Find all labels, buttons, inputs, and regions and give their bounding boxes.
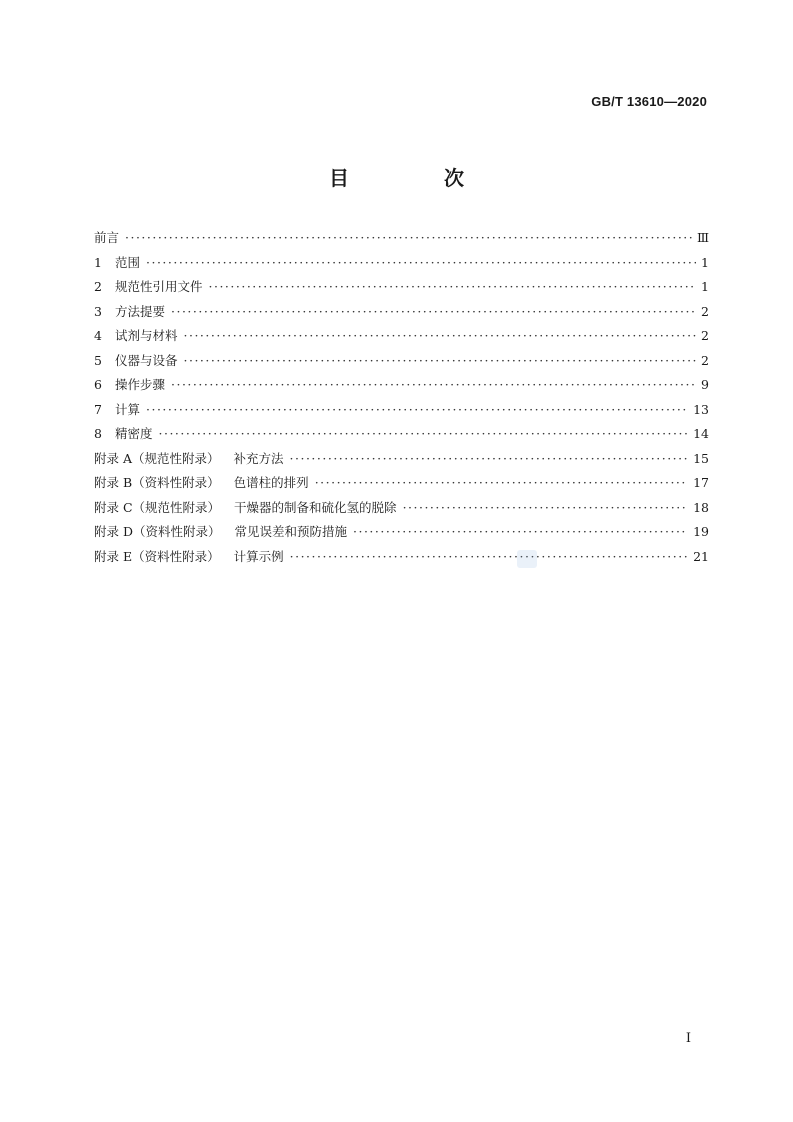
toc-entry-page: 14 <box>693 426 709 441</box>
toc-entry-7[interactable] <box>94 400 709 425</box>
toc-entry-page: 1 <box>701 254 709 270</box>
toc-entry-sublabel: 干燥器的制备和硫化氢的脱除 <box>234 499 397 515</box>
toc-entry-number: 3 <box>94 303 102 319</box>
toc-entry-page: 21 <box>693 548 709 564</box>
toc-entry-label: 仪器与设备 <box>115 352 178 368</box>
toc-entry-number: 6 <box>94 377 102 392</box>
toc-leader-dots <box>171 302 696 322</box>
toc-entry-sublabel: 色谱柱的排列 <box>233 475 309 490</box>
toc-entry-page: 2 <box>701 303 709 319</box>
toc-leader-dots <box>209 277 696 297</box>
toc-entry-page: 18 <box>693 499 709 515</box>
toc-entry-number: 7 <box>94 401 102 417</box>
toc-leader-dots <box>146 253 696 273</box>
toc-leader-dots <box>290 547 688 567</box>
toc-entry-page: 17 <box>693 475 709 490</box>
toc-entry-sublabel: 补充方法 <box>233 450 284 466</box>
toc-entry-number: 4 <box>94 328 102 343</box>
toc-entry-8[interactable] <box>94 424 709 449</box>
page-title: 目 次 <box>329 166 508 190</box>
toc-entry-page: 2 <box>701 352 709 368</box>
toc-entry-page: 2 <box>701 328 709 343</box>
toc-entry-label: 操作步骤 <box>115 377 166 392</box>
toc-entry-6[interactable] <box>94 375 709 400</box>
toc-entry-label: 试剂与材料 <box>115 328 178 343</box>
toc-entry-annex-a[interactable] <box>94 449 709 474</box>
toc-entry-2[interactable] <box>94 277 709 302</box>
toc-entry-4[interactable] <box>94 326 709 351</box>
toc-entry-label: 附录 A（规范性附录） <box>94 450 220 466</box>
toc-leader-dots <box>125 228 692 248</box>
toc-entry-label: 规范性引用文件 <box>115 279 203 294</box>
toc-entry-annex-d[interactable] <box>94 522 709 547</box>
toc-entry-1[interactable] <box>94 253 709 278</box>
toc-leader-dots <box>171 375 696 395</box>
toc-leader-dots <box>353 522 688 542</box>
toc-leader-dots <box>315 473 688 493</box>
page-number: I <box>685 1031 691 1046</box>
toc-entry-label: 附录 C（规范性附录） <box>94 499 221 515</box>
toc-entry-sublabel: 计算示例 <box>233 548 284 564</box>
toc-entry-page: 15 <box>693 450 709 466</box>
toc-entry-label: 前言 <box>94 230 120 245</box>
toc-entry-number: 5 <box>94 352 102 368</box>
toc-entry-annex-b[interactable] <box>94 473 709 498</box>
toc-leader-dots <box>184 351 696 371</box>
toc-entry-page: 9 <box>701 377 709 392</box>
toc-entry-label: 精密度 <box>115 426 153 441</box>
toc-entry-label: 附录 B（资料性附录） <box>94 475 220 490</box>
toc-leader-dots <box>403 498 689 518</box>
watermark-mark <box>517 550 537 568</box>
toc-leader-dots <box>290 449 689 469</box>
toc-entry-label: 方法提要 <box>115 303 166 319</box>
toc-entry-page: 19 <box>693 524 709 539</box>
toc-leader-dots <box>184 326 696 346</box>
toc-leader-dots <box>146 400 688 420</box>
table-of-contents <box>94 228 709 571</box>
toc-entry-annex-e[interactable] <box>94 547 709 572</box>
toc-entry-number: 1 <box>94 254 102 270</box>
toc-leader-dots <box>159 424 689 444</box>
toc-entry-3[interactable] <box>94 302 709 327</box>
toc-entry-page: 1 <box>701 279 709 294</box>
toc-entry-label: 附录 D（资料性附录） <box>94 524 221 539</box>
toc-entry-label: 计算 <box>115 401 141 417</box>
toc-entry-page: Ⅲ <box>696 230 709 245</box>
toc-entry-label: 范围 <box>115 254 141 270</box>
toc-entry-label: 附录 E（资料性附录） <box>94 548 220 564</box>
toc-entry-page: 13 <box>693 401 709 417</box>
toc-entry-number: 2 <box>94 279 102 294</box>
toc-entry-number: 8 <box>94 426 102 441</box>
toc-entry-foreword[interactable] <box>94 228 709 253</box>
standard-code: GB/T 13610—2020 <box>591 94 707 109</box>
toc-entry-sublabel: 常见误差和预防措施 <box>234 524 348 539</box>
toc-entry-annex-c[interactable] <box>94 498 709 523</box>
toc-entry-5[interactable] <box>94 351 709 376</box>
